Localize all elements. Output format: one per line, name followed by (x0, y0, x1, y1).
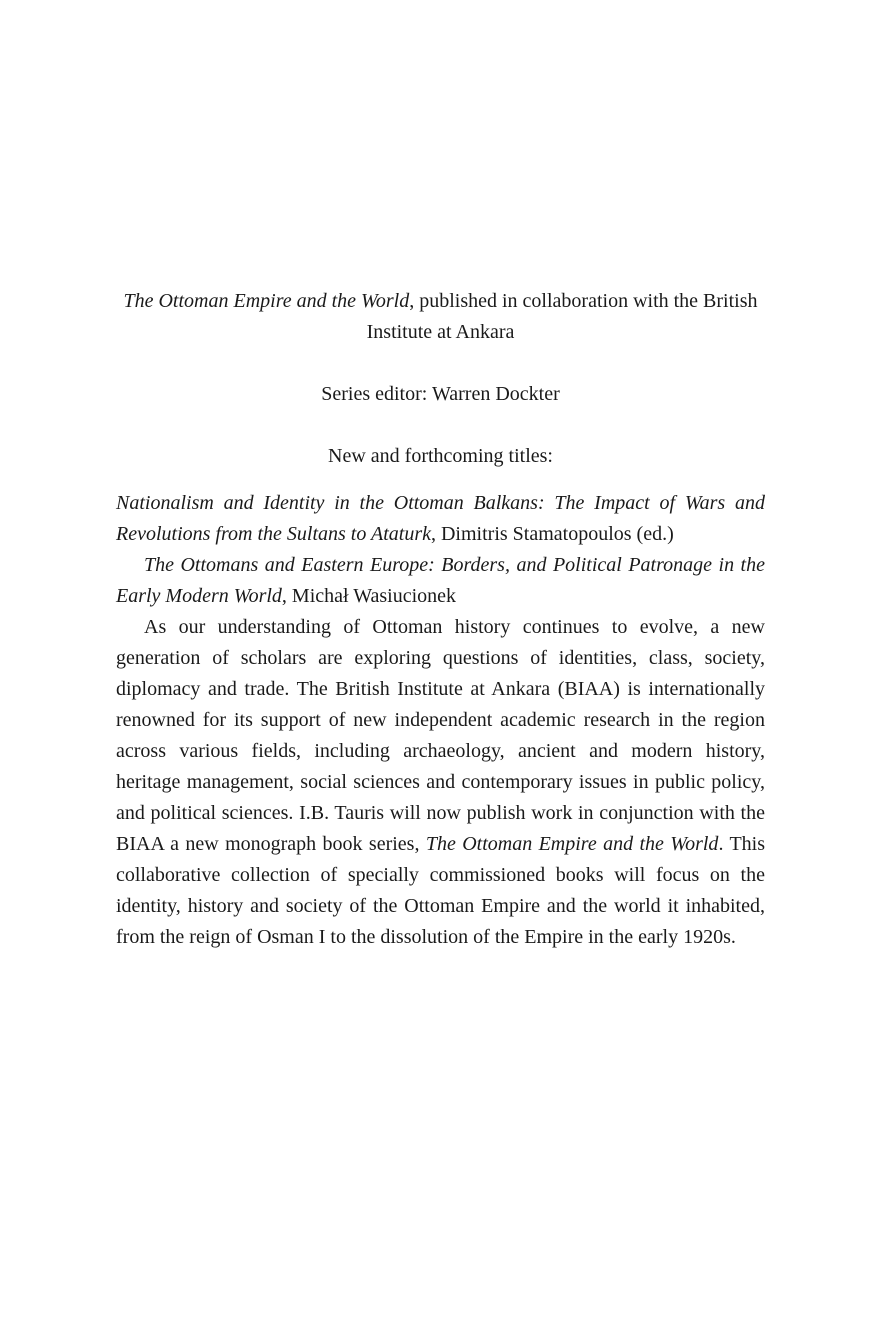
series-title: The Ottoman Empire and the World (123, 290, 410, 312)
series-page (116, 286, 765, 953)
series-description (116, 612, 765, 953)
description-series-title: The Ottoman Empire and the World (425, 833, 719, 855)
title-entry (116, 488, 765, 550)
series-statement (116, 286, 765, 348)
titles-heading: New and forthcoming titles: (328, 445, 553, 467)
description-text: As our understanding of Ottoman history continues to evolve, a new generation of scholars are exploring questions of identities, class, society, diplomacy and trade. The British Institute at Ankara (BIAA) is internationally renowned for its support of new independent academic research in the region across various fields, including archaeology, ancient and modern history, heritage management, social sciences and contemporary issues in public policy, and political sciences. I.B. Tauris will now publish work in conjunction with the BIAA a new monograph book series, (116, 616, 765, 855)
series-collab-text: , published in collaboration with the British Institute at Ankara (366, 290, 758, 343)
series-editor: Series editor: Warren Dockter (321, 383, 560, 405)
title-entry (116, 550, 765, 612)
book-author: , Michał Wasiucionek (281, 585, 457, 607)
description-text-continued: . This collaborative collection of specially commissioned books will focus on the identity, history and society of the Ottoman Empire and the world it inhabited, from the reign of Osman I to the dissolution of the Empire in the early 1920s. (116, 833, 766, 948)
book-author: , Dimitris Stamatopoulos (ed.) (430, 523, 674, 545)
book-title: The Ottomans and Eastern Europe: Borders, and Political Patronage in the Early Modern World (116, 554, 765, 607)
book-title: Nationalism and Identity in the Ottoman Balkans: The Impact of Wars and Revolutions from the Sultans to Ataturk (116, 492, 765, 545)
